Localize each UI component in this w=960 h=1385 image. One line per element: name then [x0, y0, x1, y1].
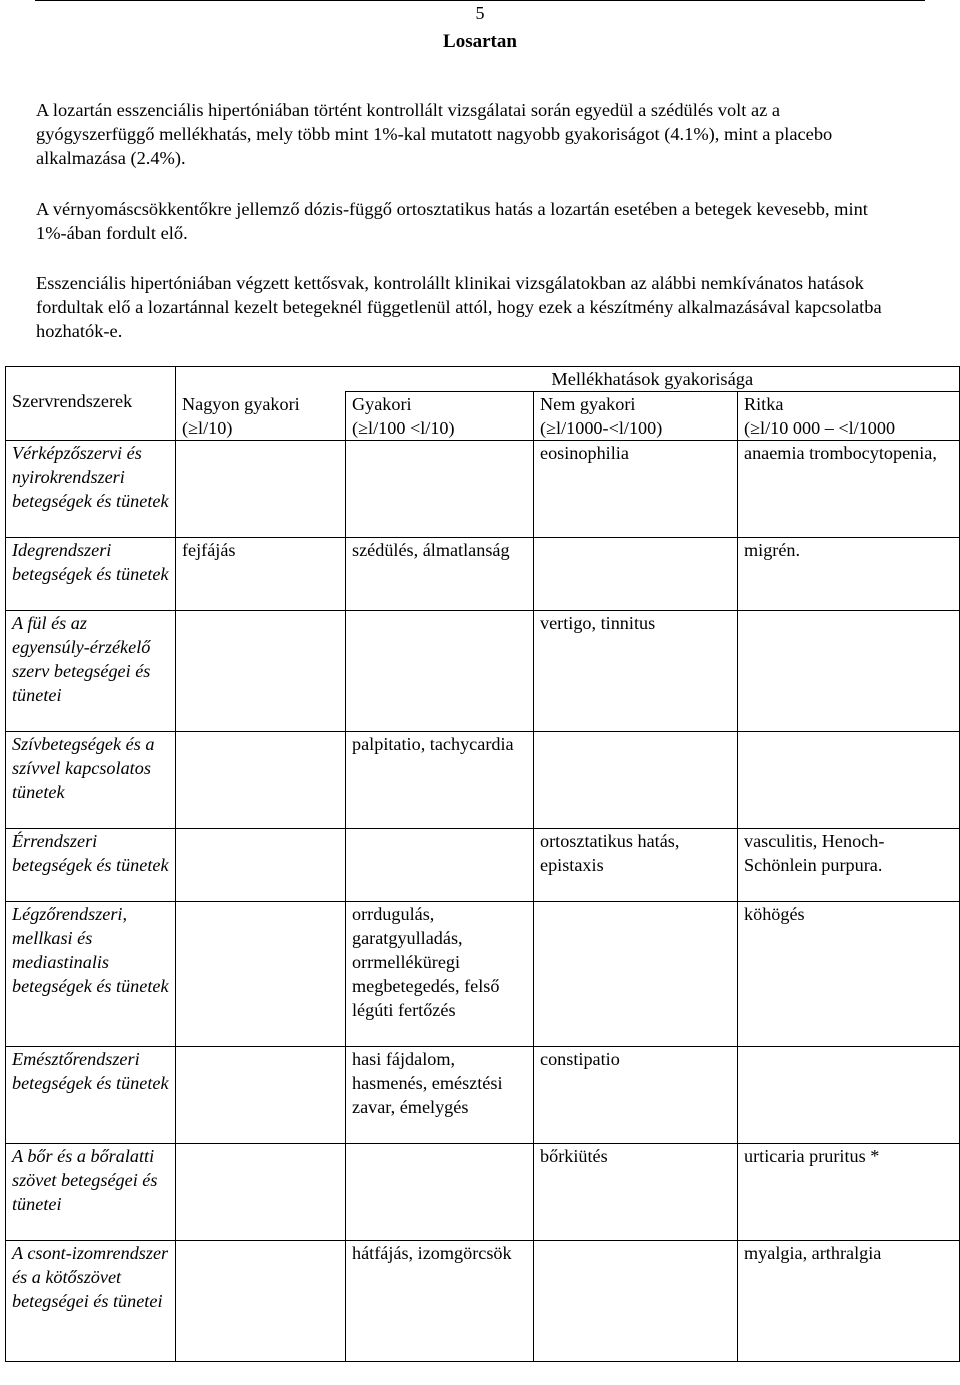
page-number: 5 — [475, 3, 485, 23]
header-rare: Ritka (≥l/10 000 – <l/1000 — [738, 392, 960, 441]
page-header — [35, 0, 925, 61]
header-uncommon: Nem gyakori (≥l/1000-<l/100) — [534, 392, 738, 441]
frequency-group-title: Mellékhatások gyakorisága — [346, 367, 960, 392]
header-very-common: Nagyon gyakori (≥l/10) — [176, 392, 346, 441]
table-row: A csont-izomrendszer és a kötőszövet betegségei és tünetei hátfájás, izomgörcsök myalgia, arthralgia — [6, 1241, 960, 1362]
table-row: A fül és az egyensúly-érzékelő szerv betegségei és tünetei vertigo, tinnitus — [6, 611, 960, 732]
adverse-effects-table — [5, 366, 960, 1362]
table-title-row — [6, 367, 960, 392]
table-row: Szívbetegségek és a szívvel kapcsolatos tünetek palpitatio, tachycardia — [6, 732, 960, 829]
paragraph-orthostatic: A vérnyomáscsökkentőkre jellemző dózis-függő ortosztatikus hatás a lozartán esetében a betegek kevesebb, mint 1%-ában fordult elő. — [36, 199, 868, 243]
paragraph-adverse-intro: Esszenciális hipertóniában végzett kettősvak, kontrolállt klinikai vizsgálatokban az alábbi nemkívánatos hatások fordultak elő a lozartánnal kezelt betegeknél függetlenül attól, hogy ezek a készítmény alkalmazásával kapcsolatba hozhatók-e. — [36, 273, 882, 341]
table-row: Érrendszeri betegségek és tünetek ortosztatikus hatás, epistaxis vasculitis, Henoch-Schönlein purpura. — [6, 829, 960, 902]
table-row: A bőr és a bőralatti szövet betegségei és tünetei bőrkiütés urticaria pruritus * — [6, 1144, 960, 1241]
table-row: Idegrendszeri betegségek és tünetek fejfájás szédülés, álmatlanság migrén. — [6, 538, 960, 611]
header-system-organ-class: Szervrendszerek — [6, 367, 176, 441]
paragraph-dizziness: A lozartán esszenciális hipertóniában történt kontrollált vizsgálatai során egyedül a szédülés volt az a gyógyszerfüggő mellékhatás, mely több mint 1%-kal mutatott nagyobb gyakoriságot (4.1%), mint a placebo alkalmazása (2.4%). — [36, 100, 833, 168]
page-title: Losartan — [443, 31, 517, 52]
table-row: Légzőrendszeri, mellkasi és mediastinalis betegségek és tünetek orrdugulás, garatgyulladás, orrmelléküregi megbetegedés, felső légúti fertőzés köhögés — [6, 902, 960, 1047]
header-common: Gyakori (≥l/100 <l/10) — [346, 392, 534, 441]
table-row: Vérképzőszervi és nyirokrendszeri betegségek és tünetek eosinophilia anaemia trombocytopenia, — [6, 441, 960, 538]
table-row: Emésztőrendszeri betegségek és tünetek hasi fájdalom, hasmenés, emésztési zavar, émelygés constipatio — [6, 1047, 960, 1144]
